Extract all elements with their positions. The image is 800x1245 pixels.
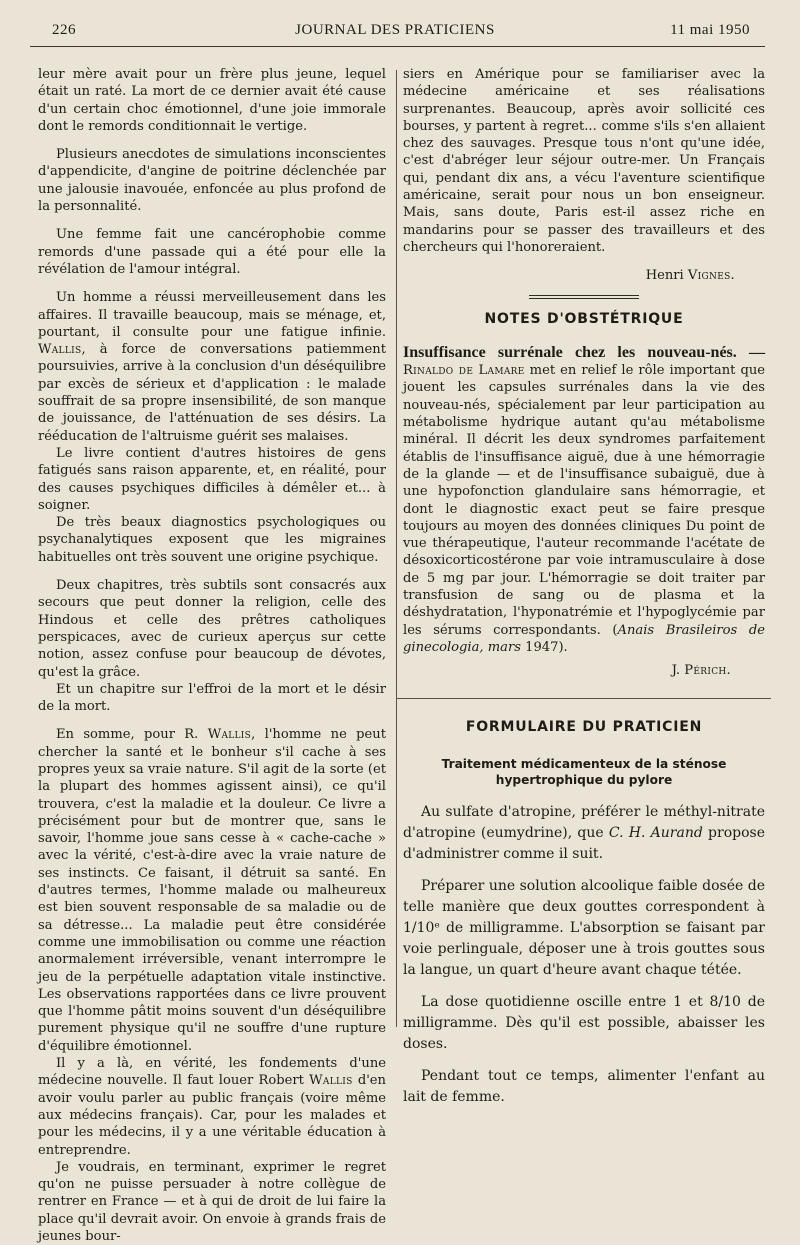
paragraph bbox=[38, 289, 386, 445]
signature-last: Périch. bbox=[684, 663, 731, 679]
paragraph: Plusieurs anecdotes de simulations inconscientes d'appendicite, d'angine de poitrine déclenchée par une jalousie inavouée, enfoncée au plus profond de la personnalité. bbox=[38, 147, 386, 215]
paragraph: Pendant tout ce temps, alimenter l'enfant au lait de femme. bbox=[403, 1067, 765, 1105]
paragraph-text: Un homme a réussi merveilleusement dans les affaires. Il travaille beaucoup, mais se ménage, et, pourtant, il consulte pour une fatigue infinie. bbox=[38, 290, 386, 340]
paragraph: La dose quotidienne oscille entre 1 et 8/10 de milligramme. Dès qu'il est possible, abaisser les doses. bbox=[403, 993, 765, 1052]
formulaire-body bbox=[403, 802, 765, 1108]
journal-title: JOURNAL DES PRATICIENS bbox=[295, 22, 495, 38]
author-name: Wallis bbox=[207, 727, 252, 743]
right-column bbox=[403, 66, 765, 1108]
paragraph: leur mère avait pour un frère plus jeune, lequel était un raté. La mort de ce dernier avait été cause d'un certain choc émotionnel, d'une joie immorale dont le remords conditionnait le vertige. bbox=[38, 67, 386, 134]
left-column bbox=[38, 66, 386, 1245]
author-name: Wallis bbox=[309, 1073, 353, 1089]
paragraph: Je voudrais, en terminant, exprimer le regret qu'on ne puisse persuader à notre collègue de rentrer en France — et à qui de droit de lui faire la place qu'il devrait avoir. On envoie à grands frais de jeunes bour- bbox=[38, 1159, 386, 1244]
page-header bbox=[40, 22, 750, 44]
article-body: met en relief le rôle important que jouent les capsules surrénales dans la vie des nouveau-nés, spécialement par leur participation au métabolisme hydrique autant qu'au métabolisme minéral. Il décrit les deux syndromes parfaitement établis de l'insuffisance aiguë, due à une hémorragie de la glande — et de l'insuffisance subaiguë, due à une hypofonction glandulaire sans hémorragie, et dont le diagnostic exact peut se faire presque toujours au moyen des données cliniques Du point de vue thérapeutique, l'auteur recommande l'acétate de désoxicorticostérone par voie intramusculaire à dose de 5 mg par jour. L'hémorragie se doit traiter par transfusion de sang ou de plasma et la déshydratation, l'hyponatrémie et l'hypoglycémie par les sérums correspondants. ( bbox=[403, 363, 766, 638]
paragraph: Et un chapitre sur l'effroi de la mort et le désir de la mort. bbox=[38, 681, 386, 715]
page-number: 226 bbox=[52, 22, 76, 38]
signature bbox=[403, 662, 731, 679]
paragraph-text: , à force de conversations patiemment poursuivies, arrive à la conclusion d'un déséquilibre par excès de sérieux et d'application : le malade souffrait de sa propre insensibilité, de son manque de jouissance, de l'atténuation de ses désirs. La rééducation de l'altruisme guérit ses malaises. bbox=[38, 342, 386, 444]
article-reference: Anais Brasileiros de ginecologia, mars bbox=[403, 622, 765, 655]
reference-year: 1947). bbox=[525, 639, 568, 655]
article-paragraph bbox=[403, 344, 765, 656]
author-name: Wallis bbox=[38, 342, 82, 358]
paragraph-text: propose d'administrer comme il suit. bbox=[403, 824, 765, 862]
signature-last: Vignes. bbox=[687, 268, 735, 284]
paragraph-text: Au sulfate d'atropine, préférer le méthyl-nitrate d'atropine (eumydrine), que bbox=[403, 803, 765, 841]
signature-first: J. bbox=[671, 663, 681, 679]
paragraph-text: d'en avoir voulu parler au public français (voire même aux médecins français). Car, pour les malades et pour les médecins, il y a une véritable éducation à entreprendre. bbox=[38, 1073, 386, 1158]
paragraph bbox=[38, 726, 386, 1055]
column-divider bbox=[396, 70, 397, 1027]
paragraph: Préparer une solution alcoolique faible dosée de telle manière que deux gouttes correspondent à 1/10ᵉ de milligramme. L'absorption se faisant par voie perlinguale, déposer une à trois gouttes sous la langue, un quart d'heure avant chaque tétée. bbox=[403, 877, 765, 978]
section-rule bbox=[397, 698, 771, 699]
paragraph: De très beaux diagnostics psychologiques ou psychanalytiques exposent que les migraines habituelles ont très souvent une origine psychique. bbox=[38, 515, 386, 565]
section-title: FORMULAIRE DU PRATICIEN bbox=[465, 718, 703, 735]
header-rule bbox=[30, 46, 765, 47]
author-name: Rinaldo de Lamare bbox=[403, 363, 525, 379]
paragraph-text: Il y a là, en vérité, les fondements d'une médecine nouvelle. Il faut louer Robert bbox=[38, 1056, 386, 1089]
author-name: C. H. Aurand bbox=[608, 824, 703, 841]
decorative-rule bbox=[529, 295, 639, 299]
paragraph bbox=[38, 1055, 386, 1159]
paragraph: siers en Amérique pour se familiariser avec la médecine américaine et ses réalisations surprenantes. Beaucoup, après avoir sollicité ces bourses, y partent à regret... comme s'ils s'en allaient chez des sauvages. Presque tous n'ont qu'une idée, c'est d'abréger leur séjour outre-mer. Un Français qui, pendant dix ans, a vécu l'aventure scientifique américaine, serait pour nous un bon enseigneur. Mais, sans doute, Paris est-il assez riche en mandarins pour se passer des travailleurs et des chercheurs qui l'honoreraient. bbox=[403, 67, 765, 255]
paragraph: Deux chapitres, très subtils sont consacrés aux secours que peut donner la religion, celle des Hindous et celle des prêtres catholiques perspicaces, avec de curieux aperçus sur cette notion, assez confuse pour beaucoup de dévotes, qu'est la grâce. bbox=[38, 578, 386, 680]
signature-first: Henri bbox=[645, 268, 684, 284]
article-title: Insuffisance surrénale chez les nouveau-nés. — bbox=[403, 343, 765, 361]
signature bbox=[403, 267, 735, 284]
formula-title: Traitement médicamenteux de la sténose hypertrophique du pylore bbox=[441, 756, 727, 787]
paragraph: Le livre contient d'autres histoires de gens fatigués sans raison apparente, et, en réalité, pour des causes psychiques difficiles à démêler et... à soigner. bbox=[38, 445, 386, 513]
paragraph: Une femme fait une cancérophobie comme remords d'une passade qui a été pour elle la révélation de l'amour intégral. bbox=[38, 227, 386, 277]
paragraph-text: En somme, pour R. bbox=[56, 727, 199, 743]
paragraph-text: , l'homme ne peut chercher la santé et le bonheur s'il cache à ses propres yeux sa vraie nature. S'il agit de la sorte (et la plupart des hommes agissent ainsi), ce qu'il trouvera, c'est la maladie et la douleur. Ce livre a précisément pour but de montrer que, sans le savoir, l'homme joue sans cesse à « cache-cache » avec la vérité, c'est-à-dire avec la vraie nature de ses instincts. Ce faisant, il détruit sa santé. En d'autres termes, l'homme malade ou malheureux est bien souvent responsable de sa maladie ou de sa détresse... La maladie peut être considérée comme une immobilisation ou comme une réaction anormalement irréversible, venant interrompre le jeu de la perpétuelle adaptation vitale instinctive. Les observations rapportées dans ce livre prouvent que l'homme pâtit moins souvent d'un déséquilibre purement physique qu'il ne souffre d'une rupture d'équilibre émotionnel. bbox=[38, 727, 386, 1054]
section-title: NOTES D'OBSTÉTRIQUE bbox=[484, 310, 684, 327]
issue-date: 11 mai 1950 bbox=[670, 22, 750, 38]
paragraph bbox=[403, 802, 765, 865]
